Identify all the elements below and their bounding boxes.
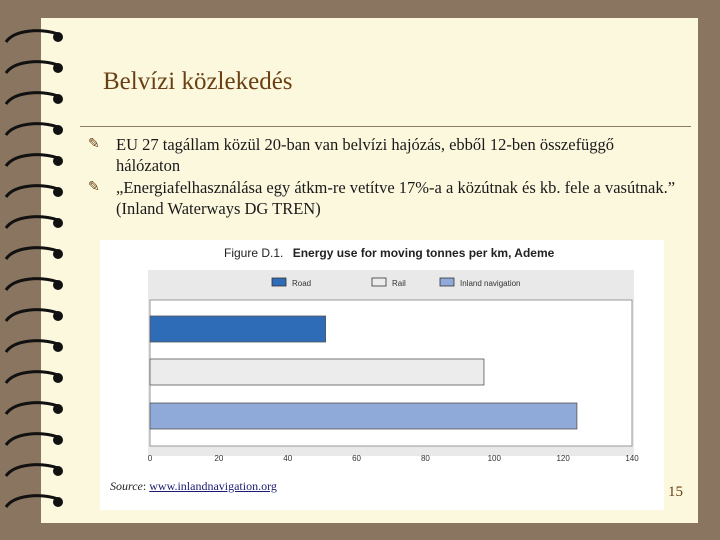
title-divider: [80, 126, 691, 127]
bullet-text: „Energiafelhasználása egy átkm-re vetítve 17%-a a közútnak és kb. fele a vasútnak.” (Inland Waterways DG TREN): [116, 178, 676, 218]
legend-swatch: [272, 278, 286, 286]
x-tick-label: 80: [420, 454, 430, 463]
binding-ring: [6, 248, 63, 259]
bullet-list: [88, 134, 678, 220]
binding-ring: [6, 341, 63, 352]
legend-label: Inland navigation: [460, 279, 521, 288]
source-label: Source: [110, 479, 143, 493]
page-number: 15: [668, 484, 683, 500]
x-tick-label: 0: [147, 454, 153, 463]
bullet-item: [88, 177, 678, 219]
x-tick-label: 20: [214, 454, 224, 463]
figure-label: Figure D.1.: [224, 246, 284, 260]
legend-swatch: [440, 278, 454, 286]
figure-source: [110, 479, 277, 494]
x-tick-label: 100: [487, 454, 501, 463]
legend-label: Rail: [392, 279, 406, 288]
chart-figure: [100, 240, 664, 510]
spiral-binding: [0, 22, 80, 522]
bullet-text: EU 27 tagállam közül 20-ban van belvízi hajózás, ebből 12-ben összefüggő hálózaton: [116, 135, 615, 175]
binding-ring: [6, 310, 63, 321]
binding-ring: [6, 465, 63, 476]
x-tick-label: 60: [352, 454, 362, 463]
source-separator: :: [142, 479, 147, 493]
binding-ring: [6, 186, 63, 197]
binding-ring: [6, 93, 63, 104]
bar-rail: [150, 359, 484, 385]
bar-inland-navigation: [150, 403, 577, 429]
x-tick-label: 120: [556, 454, 570, 463]
bar-chart: [100, 240, 664, 470]
bullet-item: [88, 134, 678, 176]
bar-road: [150, 316, 326, 342]
binding-ring: [6, 217, 63, 228]
figure-heading: Energy use for moving tonnes per km, Ademe: [292, 246, 555, 260]
binding-ring: [6, 279, 63, 290]
binding-ring: [6, 496, 63, 507]
binding-ring: [6, 372, 63, 383]
binding-ring: [6, 403, 63, 414]
slide-title: Belvízi közlekedés: [103, 68, 293, 95]
source-link[interactable]: www.inlandnavigation.org: [149, 479, 277, 493]
x-tick-label: 40: [283, 454, 293, 463]
binding-ring: [6, 155, 63, 166]
notepad-bullet-icon: ✎: [88, 136, 100, 152]
notepad-bullet-icon: ✎: [88, 179, 100, 195]
legend-swatch: [372, 278, 386, 286]
binding-ring: [6, 62, 63, 73]
x-tick-label: 140: [625, 454, 639, 463]
binding-ring: [6, 31, 63, 42]
binding-ring: [6, 434, 63, 445]
binding-ring: [6, 124, 63, 135]
legend-label: Road: [292, 279, 312, 288]
